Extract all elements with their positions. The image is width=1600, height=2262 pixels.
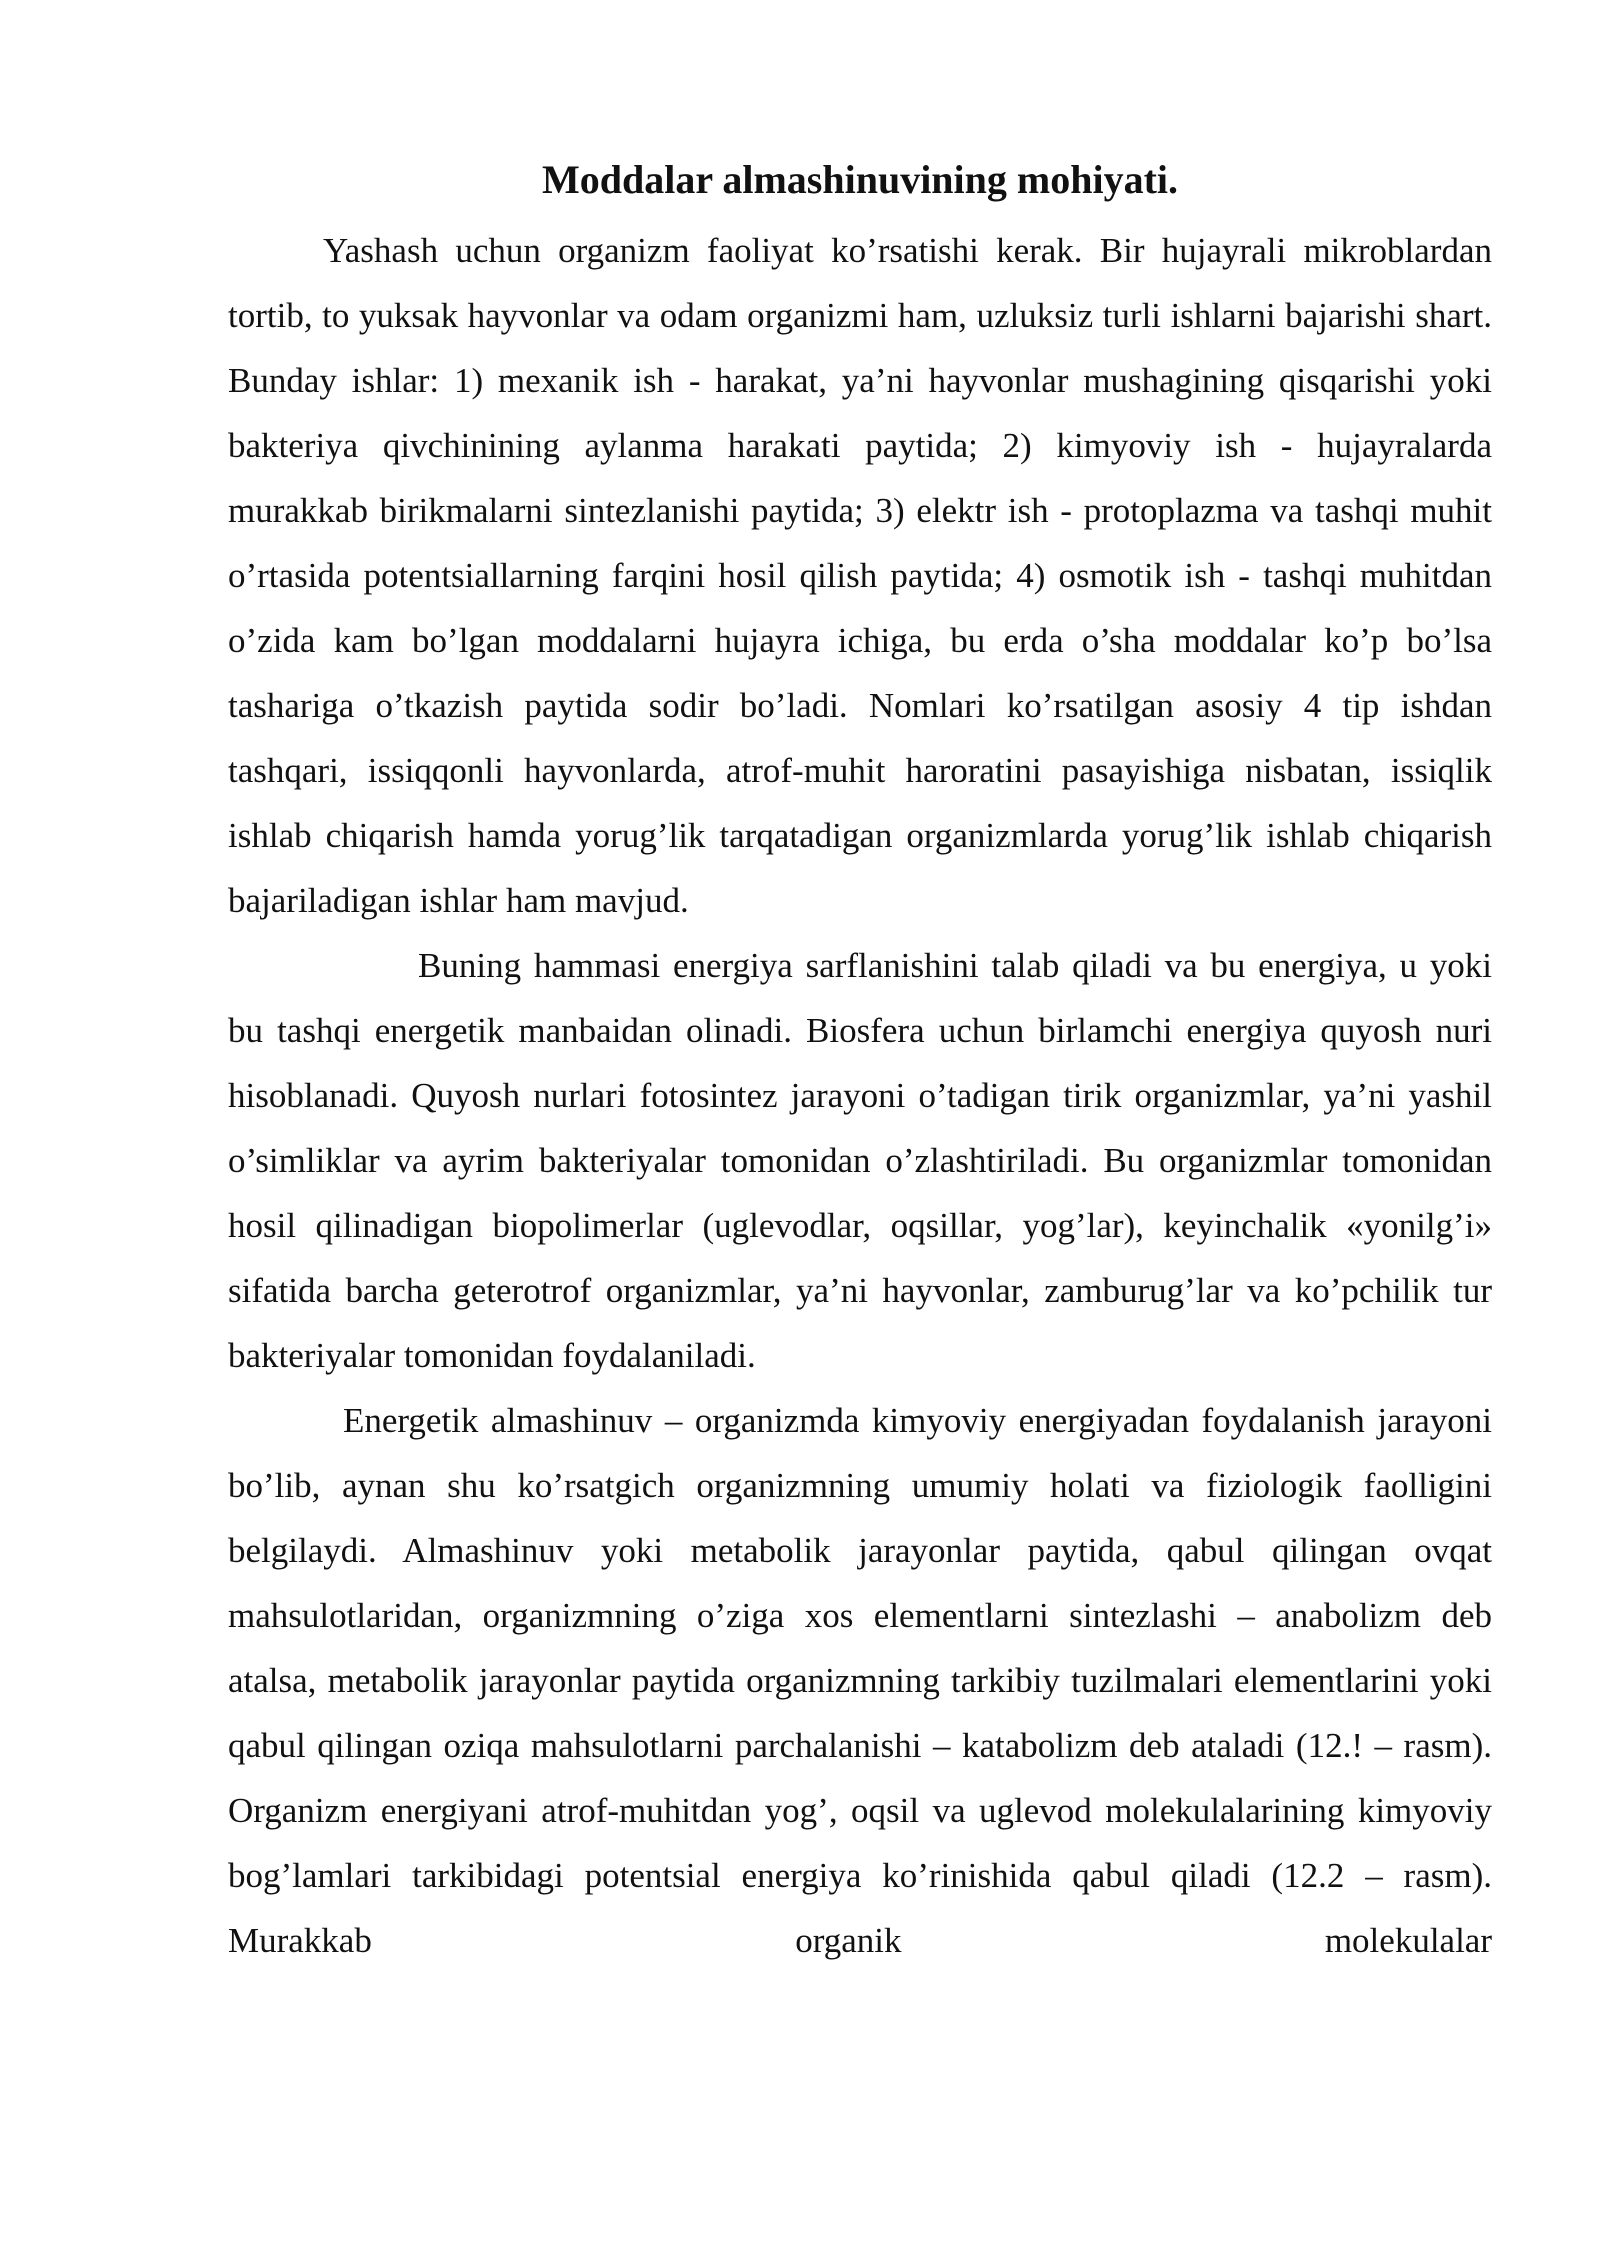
paragraph-energy-sources: Buning hammasi energiya sarflanishini talab qiladi va bu energiya, u yoki bu tashqi energetik manbaidan olinadi. Biosfera uchun birlamchi energiya quyosh nuri hisoblanadi. Quyosh nurlari fotosintez jarayoni o’tadigan tirik organizmlar, ya’ni yashil o’simliklar va ayrim bakteriyalar tomonidan o’zlashtiriladi. Bu organizmlar tomonidan hosil qilinadigan biopolimerlar (uglevodlar, oqsillar, yog’lar), keyinchalik «yonilg’i» sifatida barcha geterotrof organizmlar, ya’ni hayvonlar, zamburug’lar va ko’pchilik tur bakteriyalar tomonidan foydalaniladi. xyxy=(228,946,1492,1375)
paragraph-work-types: Yashash uchun organizm faoliyat ko’rsatishi kerak. Bir hujayrali mikroblardan tortib, to yuksak hayvonlar va odam organizmi ham, uzluksiz turli ishlarni bajarishi shart. Bunday ishlar: 1) mexanik ish - harakat, ya’ni hayvonlar mushagining qisqarishi yoki bakteriya qivchinining aylanma harakati paytida; 2) kimyoviy ish - hujayralarda murakkab birikmalarni sintezlanishi paytida; 3) elektr ish - protoplazma va tashqi muhit o’rtasida potentsiallarning farqini hosil qilish paytida; 4) osmotik ish - tashqi muhitdan o’zida kam bo’lgan moddalarni hujayra ichiga, bu erda o’sha moddalar ko’p bo’lsa tashariga o’tkazish paytida sodir bo’ladi. Nomlari ko’rsatilgan asosiy 4 tip ishdan tashqari, issiqqonli hayvonlarda, atrof-muhit haroratini pasayishiga nisbatan, issiqlik ishlab chiqarish hamda yorug’lik tarqatadigan organizmlarda yorug’lik ishlab chiqarish bajariladigan ishlar ham mavjud. xyxy=(228,231,1492,920)
document-body xyxy=(228,218,1492,1973)
page-title: Moddalar almashinuvining mohiyati. xyxy=(541,157,1179,202)
paragraph-energy-exchange: Energetik almashinuv – organizmda kimyoviy energiyadan foydalanish jarayoni bo’lib, aynan shu ko’rsatgich organizmning umumiy holati va fiziologik faolligini belgilaydi. Almashinuv yoki metabolik jarayonlar paytida, qabul qilingan ovqat mahsulotlaridan, organizmning o’ziga xos elementlarni sintezlashi – anabolizm deb atalsa, metabolik jarayonlar paytida organizmning tarkibiy tuzilmalari elementlarini yoki qabul qilingan oziqa mahsulotlarni parchalanishi – katabolizm deb ataladi (12.! – rasm). Organizm energiyani atrof-muhitdan yog’, oqsil va uglevod molekulalarining kimyoviy bog’lamlari tarkibidagi potentsial energiya ko’rinishida qabul qiladi (12.2 – rasm). Murakkab organik molekulalar xyxy=(228,1401,1492,1960)
